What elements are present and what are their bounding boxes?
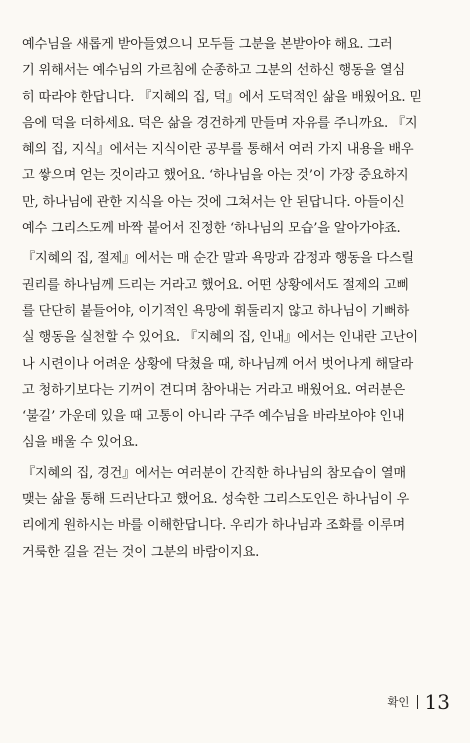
text-line: 거룩한 길을 걷는 것이 그분의 바람이지요. <box>22 544 260 560</box>
text-line: 예수님을 새롭게 받아들였으니 모두들 그분을 본받아야 해요. 그러 <box>22 37 393 52</box>
running-head: 확인 <box>387 695 410 709</box>
text-line: 『지혜의 집, 절제』에서는 매 순간 말과 욕망과 감정과 행동을 다스릴 <box>22 251 414 267</box>
text-line: 고 청하기보다는 기꺼이 견디며 참아내는 거라고 배웠어요. 여러분은 <box>22 382 406 398</box>
text-line: 나 시련이나 어려운 상황에 닥쳤을 때, 하나님께 어서 벗어나게 해달라 <box>22 356 414 372</box>
page-number: 13 <box>424 690 450 714</box>
paragraph-2 <box>22 246 450 456</box>
text-line: 만, 하나님에 관한 지식을 아는 것에 그쳐서는 안 된답니다. 아들이신 <box>22 194 405 210</box>
text-line: 심을 배울 수 있어요. <box>22 435 139 451</box>
text-line: 『지혜의 집, 경건』에서는 여러분이 간직한 하나님의 참모습이 열매 <box>22 465 406 481</box>
text-line: 혜의 집, 지식』에서는 지식이란 공부를 통해서 여러 가지 내용을 배우 <box>22 142 414 158</box>
text-line: 권리를 하나님께 드리는 거라고 했어요. 어떤 상황에서도 절제의 고삐 <box>22 277 410 293</box>
text-line: 고 쌓으며 얻는 것이라고 했어요. ‘하나님을 아는 것’이 가장 중요하지 <box>22 168 409 184</box>
text-line: 맺는 삶을 통해 드러난다고 했어요. 성숙한 그리스도인은 하나님이 우 <box>22 492 410 508</box>
paragraph-1 <box>22 32 450 242</box>
paragraph-3 <box>22 461 450 566</box>
text-line: 히 따라야 한답니다. 『지혜의 집, 덕』에서 도덕적인 삶을 배웠어요. 믿 <box>22 89 422 105</box>
footer-divider <box>417 695 418 709</box>
text-line: 기 위해서는 예수님의 가르침에 순종하고 그분의 선하신 행동을 열심 <box>22 63 406 79</box>
text-line: 리에게 원하시는 바를 이해한답니다. 우리가 하나님과 조화를 이루며 <box>22 518 406 534</box>
text-line: 예수 그리스도께 바짝 붙어서 진정한 ‘하나님의 모습’을 알아가야죠. <box>22 221 401 237</box>
text-line: 를 단단히 붙들어야, 이기적인 욕망에 휘둘리지 않고 하나님이 기뻐하 <box>22 303 410 319</box>
page-footer <box>387 690 450 714</box>
text-line: 음에 덕을 더하세요. 덕은 삶을 경건하게 만들며 자유를 주니까요. 『지 <box>22 115 418 131</box>
text-line: ‘불길’ 가운데 있을 때 고통이 아니라 구주 예수님을 바라보아야 인내 <box>22 409 405 425</box>
body-text <box>22 32 450 566</box>
text-line: 실 행동을 실천할 수 있어요. 『지혜의 집, 인내』에서는 인내란 고난이 <box>22 330 418 346</box>
